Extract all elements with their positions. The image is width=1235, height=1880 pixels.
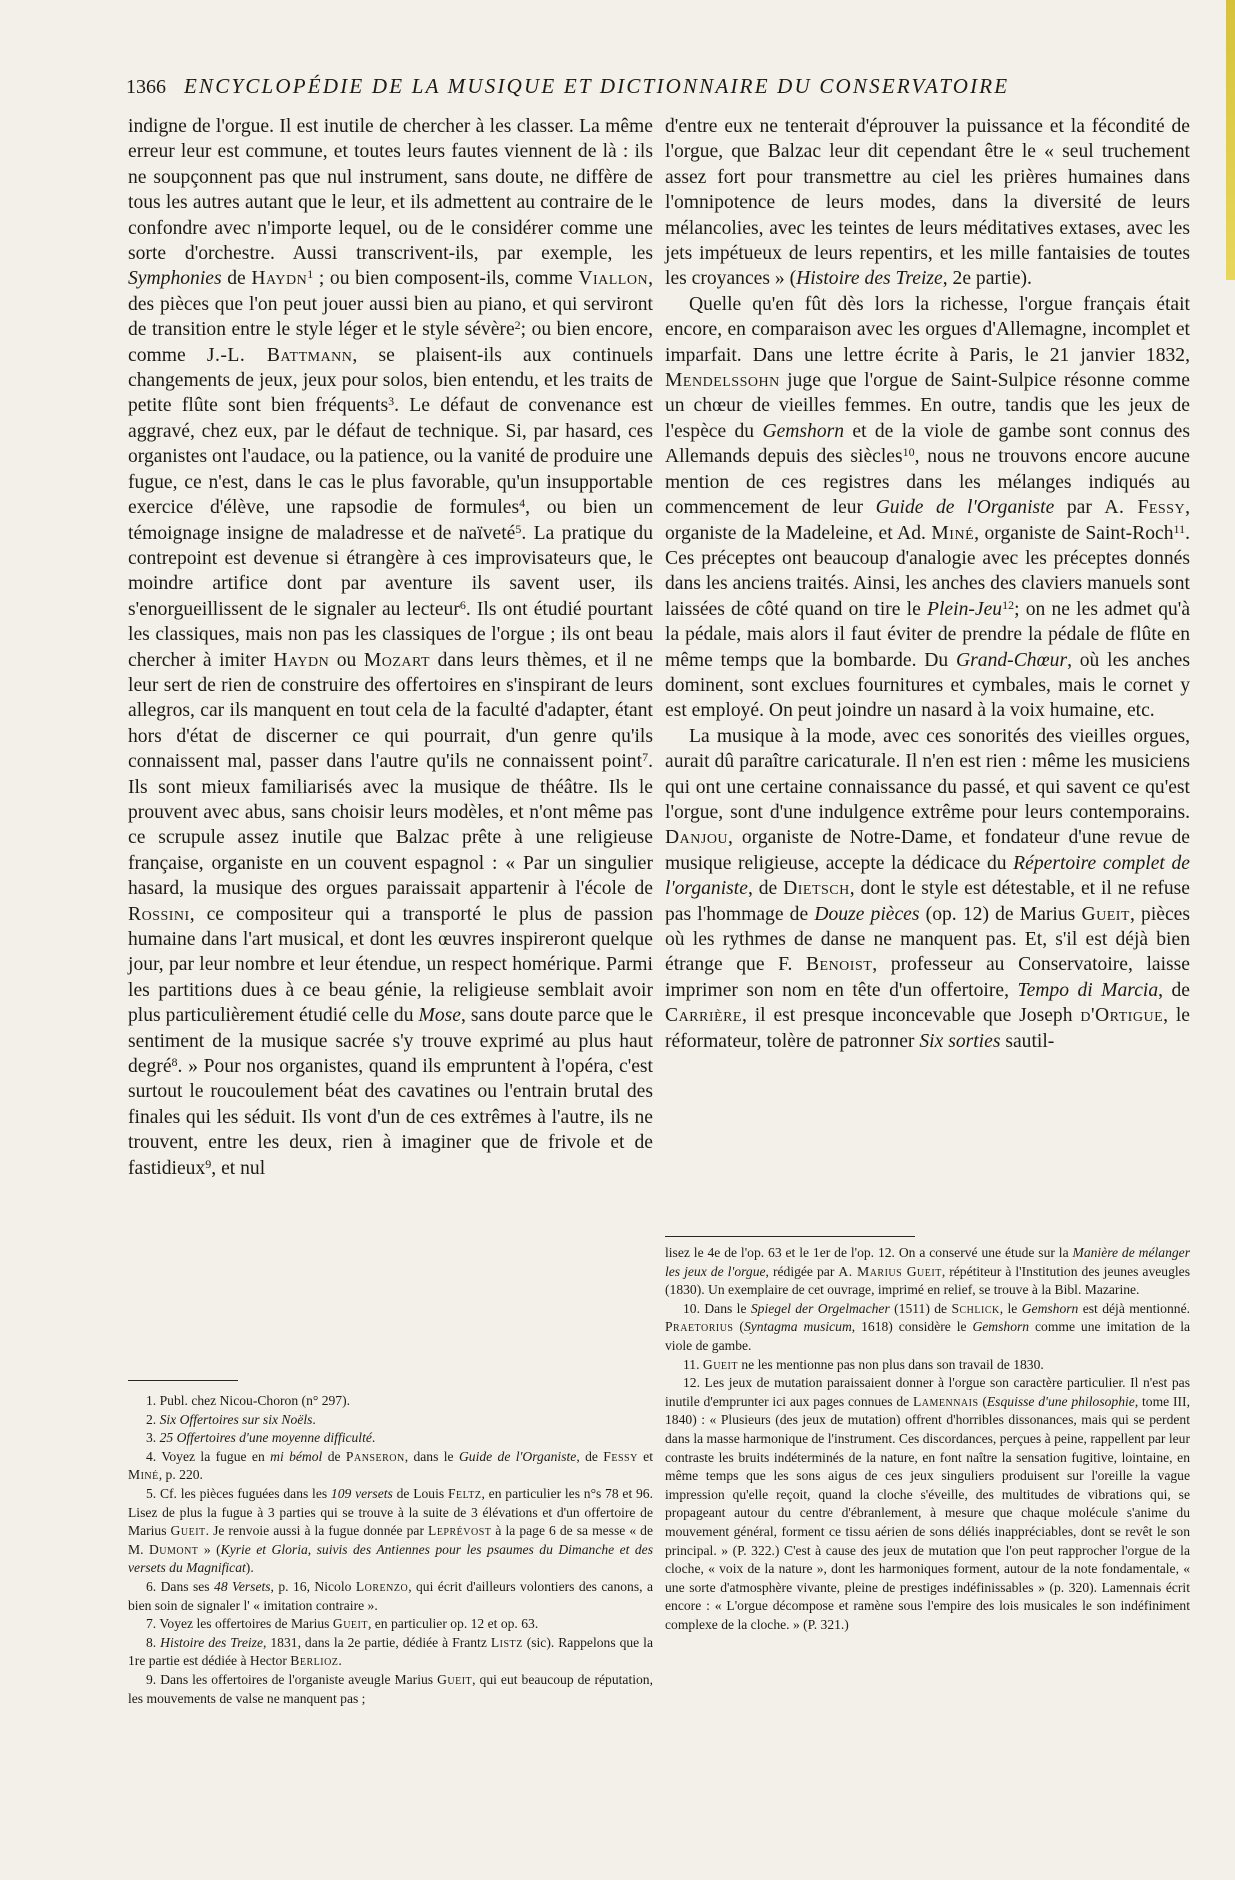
paragraph: indigne de l'orgue. Il est inutile de chercher à les classer. La même erreur leur est commune, et toutes leurs fautes viennent de là : ils ne soupçonnent pas que nul instrument, sans doute, ne diffère de tous les autres autant que le leur, et ils admettent au contraire de le confondre avec n'importe lequel, ou de le considérer comme une sorte d'orchestre. Aussi transcrivent-ils, par exemple, les Symphonies de Haydn$^1$ ; ou bien composent-ils, comme Viallon, des pièces que l'on peut jouer aussi bien au piano, et qui serviront de transition entre le style léger et le style sévère$^2$; ou bien encore, comme J.-L. Battmann, se plaisent-ils aux continuels changements de jeux, jeux pour solos, bien entendu, et les traits de petite flûte sont bien fréquents$^3$. Le défaut de convenance est aggravé, chez eux, par le défaut de technique. Si, par hasard, ces organistes ont l'audace, ou la patience, ou la vanité de produire une fugue, ce n'est, dans le cas le plus favorable, qu'un insupportable exercice d'élève, une rapsodie de formules$^4$, ou bien un témoignage insigne de maladresse et de naïveté$^5$. La pratique du contrepoint est devenue si étrangère à ces improvisateurs que, le moindre artifice dont par aventure ils savent user, ils s'enorgueillissent de le signaler au lecteur$^6$. Ils ont étudié pourtant les classiques, mais non pas les classiques de l'orgue ; ils ont beau chercher à imiter Haydn ou Mozart dans leurs thèmes, et il ne leur sert de rien de construire des offertoires en s'inspirant de leurs allegros, car ils manquent en tout cela de la faculté d'adapter, étant hors d'état de discerner ce qui pourrait, d'un genre qu'ils connaissent mal, passer dans l'autre qu'ils ne connaissent point$^7$. Ils sont mieux familiarisés avec la musique de théâtre. Ils le prouvent avec abus, sans choisir leurs modèles, et n'ont même pas ce scrupule assez inutile que Balzac prête à une religieuse française, organiste en un couvent espagnol : « Par un singulier hasard, la musique des orgues paraissait appartenir à l'école de Rossini, ce compositeur qui a transporté le plus de passion humaine dans l'art musical, et dont les œuvres inspireront quelque jour, par leur nombre et leur étendue, un respect homérique. Parmi les partitions dues à ce beau génie, la religieuse semblait avoir plus particulièrement étudié celle du Mose, sans doute parce que le sentiment de la musique sacrée s'y trouve exprimé au plus haut degré$^8$. » Pour nos organistes, quand ils empruntent à l'opéra, c'est surtout le roucoulement béat des cavatines ou l'entrain brutal des finales qui les séduit. Ils vont d'un de ces extrêmes à l'autre, ils ne trouvent, entre les deux, rien à imaginer que de frivole et de fastidieux$^9$, et nul xyxy=(128,116,654,1179)
footnote: 7. Voyez les offertoires de Marius Gueit, en particulier op. 12 et op. 63. xyxy=(146,1616,539,1632)
footnote-ref[interactable]: 4 xyxy=(519,496,526,511)
footnote: 1. Publ. chez Nicou-Choron (n° 297). xyxy=(146,1393,351,1408)
footnote-ref[interactable]: 1 xyxy=(307,267,314,282)
footnote-ref[interactable]: 12 xyxy=(1002,597,1015,612)
page-edge-tab xyxy=(1226,0,1235,280)
left-column xyxy=(128,114,653,1181)
footnote-divider xyxy=(665,1236,915,1237)
paragraph: Quelle qu'en fût dès lors la richesse, l'orgue français était encore, en comparaison avec les orgues d'Allemagne, incomplet et imparfait. Dans une lettre écrite à Paris, le 21 janvier 1832, Mendelssohn juge que l'orgue de Saint-Sulpice résonne comme un chœur de vieilles femmes. En outre, tandis que les jeux de l'espèce du Gemshorn et de la viole de gambe sont connus des Allemands depuis des siècles$^{10}$, nous ne trouvons encore aucune mention de ces registres dans les mélanges indiqués au commencement de leur Guide de l'Organiste par A. Fessy, organiste de la Madeleine, et Ad. Miné, organiste de Saint-Roch$^{11}$. Ces préceptes ont beaucoup d'analogie avec les préceptes donnés dans les anciens traités. Ainsi, les anches des claviers manuels sont laissées de côté quand on tire le Plein-Jeu$^{12}$; on ne les admet qu'à la pédale, mais alors il faut éviter de prendre la pédale de flûte en même temps que la bombarde. Du Grand-Chœur, où les anches dominent, sont exclues fournitures et cymbales, mais le cornet y est employé. On peut joindre un nasard à la voix humaine, etc. xyxy=(665,293,1191,722)
footnote-divider xyxy=(128,1380,238,1381)
paragraph: d'entre eux ne tenterait d'éprouver la puissance et la fécondité de l'orgue, que Balzac leur dit cependant être le « seul truchement assez fort pour transmettre au ciel les prières humaines dans l'omnipotence de leurs modes, dans la diversité de leurs mélancolies, avec les teintes de leurs méditatives extases, avec les jets impétueux de leurs repentirs, et les mille fantaisies de toutes les croyances » (Histoire des Treize, 2e partie). xyxy=(665,116,1190,290)
right-column xyxy=(665,114,1190,1054)
footnote: lisez le 4e de l'op. 63 et le 1er de l'op. 12. On a conservé une étude sur la Manière de mélanger les jeux de l'orgue, rédigée par A. Marius Gueit, répétiteur à l'Institution des jeunes aveugles (1830). Un exemplaire de cet ouvrage, imprimé en relief, se trouve à la Bibl. Mazarine. xyxy=(665,1245,1190,1298)
footnote: 11. Gueit ne les mentionne pas non plus dans son travail de 1830. xyxy=(683,1356,1044,1372)
footnote-ref[interactable]: 7 xyxy=(642,750,649,765)
footnote-ref[interactable]: 6 xyxy=(459,597,466,612)
footnote: 9. Dans les offertoires de l'organiste aveugle Marius Gueit, qui eut beaucoup de réputation, les mouvements de valse ne manquent pas ; xyxy=(128,1671,653,1706)
footnote: 10. Dans le Spiegel der Orgelmacher (1511) de Schlick, le Gemshorn est déjà mentionné. Praetorius (Syntagma musicum, 1618) considère le Gemshorn comme une imitation de la viole de gambe. xyxy=(665,1300,1191,1353)
footnote: 5. Cf. les pièces fuguées dans les 109 versets de Louis Feltz, en particulier les n°s 78 et 96. Lisez de plus la fugue à 3 parties qui se trouve à la suite de 3 élévations et d'un offertoire de Marius Gueit. Je renvoie aussi à la fugue donnée par Leprévost à la page 6 de sa messe « de M. Dumont » (Kyrie et Gloria, suivis des Antiennes pour les psaumes du Dimanche et des versets du Magnificat). xyxy=(128,1485,653,1576)
footnote: 8. Histoire des Treize, 1831, dans la 2e partie, dédiée à Frantz Listz (sic). Rappelons que la 1re partie est dédiée à Hector Berlioz. xyxy=(128,1634,653,1669)
running-title: ENCYCLOPÉDIE DE LA MUSIQUE ET DICTIONNAIRE DU CONSERVATOIRE xyxy=(184,74,1010,98)
footnote-ref[interactable]: 10 xyxy=(902,445,915,460)
footnote: 2. Six Offertoires sur six Noëls. xyxy=(146,1411,316,1427)
footnote: 4. Voyez la fugue en mi bémol de Panseron, dans le Guide de l'Organiste, de Fessy et Miné, p. 220. xyxy=(128,1448,653,1483)
footnotes-left xyxy=(128,1392,653,1708)
page-number: 1366 xyxy=(126,76,166,98)
footnotes-right xyxy=(665,1244,1190,1634)
page-header xyxy=(126,74,1126,108)
footnote: 3. 25 Offertoires d'une moyenne difficulté. xyxy=(146,1430,376,1446)
footnote-ref[interactable]: 11 xyxy=(1173,521,1186,536)
footnote-ref[interactable]: 9 xyxy=(205,1156,212,1171)
footnote: 12. Les jeux de mutation paraissaient donner à l'orgue son caractère particulier. Il n'est pas inutile d'emprunter ici aux pages connues de Lamennais (Esquisse d'une philosophie, tome III, 1840) : « Plusieurs (des jeux de mutation) offrent d'horribles dissonances, mais qui se perdent dans la masse harmonique de l'instrument. Ces discordances, perçues à peine, rappellent par leur contraste les bruits indéterminés de la nature, en font naître la sensation fugitive, lointaine, en même temps que les sons aigus de ces jeux singuliers produisent sur l'oreille la vague impression qu'elle reçoit, quand la cloche s'éveille, des multitudes de vibrations qui, se propageant autour du centre d'ébranlement, à mesure que chaque molécule s'anime du mouvement général, forment ce tissu aérien de sons déliés inappréciables, dont se revêt le son principal. » (P. 322.) C'est à cause des jeux de mutation que l'on peut rapprocher l'orgue de la cloche, « voix de la nature », dont les harmoniques forment, autour de la note fondamentale, « une sorte d'atmosphère vivante, pleine de prestiges indéfinissables » (p. 320). Lamennais écrit encore : « L'orgue décompose et ramène sous l'empire des lois musicales le son indéfiniment complexe de la cloche. » (P. 321.) xyxy=(665,1375,1190,1632)
paragraph: La musique à la mode, avec ces sonorités des vieilles orgues, aurait dû paraître caricaturale. Il n'en est rien : même les musiciens qui ont une certaine connaissance du passé, et qui savent ce qu'est l'orgue, sont d'une indulgence extrême pour leurs contemporains. Danjou, organiste de Notre-Dame, et fondateur d'une revue de musique religieuse, accepte la dédicace du Répertoire complet de l'organiste, de Dietsch, dont le style est détestable, et il ne refuse pas l'hommage de Douze pièces (op. 12) de Marius Gueit, pièces où les rythmes de danse ne manquent pas. Et, s'il est déjà bien étrange que F. Benoist, professeur au Conservatoire, laisse imprimer son nom en tête d'un offertoire, Tempo di Marcia, de Carrière, il est presque inconcevable que Joseph d'Ortigue, le réformateur, tolère de patronner Six sorties sautil- xyxy=(665,725,1191,1052)
footnote-ref[interactable]: 5 xyxy=(515,521,522,536)
footnote-ref[interactable]: 2 xyxy=(514,318,521,333)
footnote-ref[interactable]: 8 xyxy=(171,1055,178,1070)
footnote: 6. Dans ses 48 Versets, p. 16, Nicolo Lorenzo, qui écrit d'ailleurs volontiers des canons, a bien soin de signaler l' « imitation contraire ». xyxy=(128,1578,653,1613)
footnote-ref[interactable]: 3 xyxy=(388,394,395,409)
